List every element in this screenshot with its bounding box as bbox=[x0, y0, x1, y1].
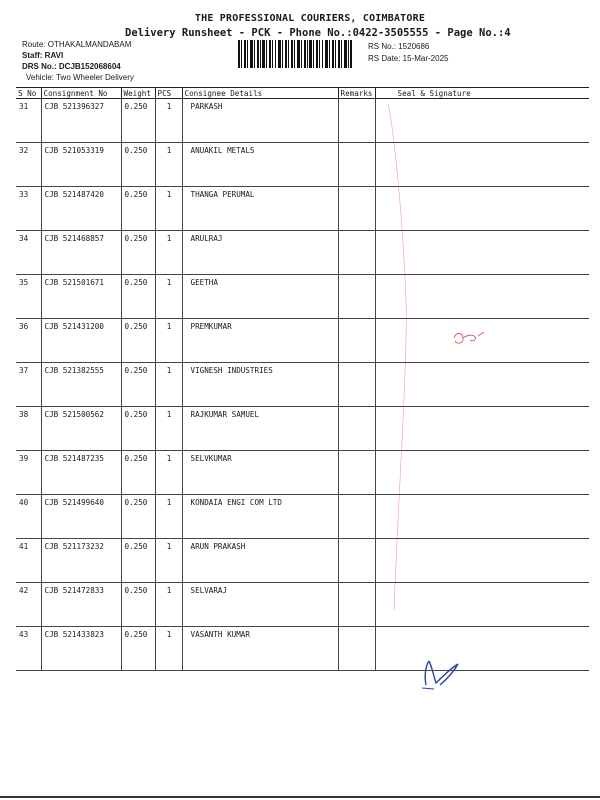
row-remarks[interactable] bbox=[338, 363, 375, 407]
row-weight: 0.250 bbox=[121, 231, 155, 275]
row-consignee: VASANTH KUMAR bbox=[182, 627, 338, 671]
row-remarks[interactable] bbox=[338, 407, 375, 451]
table-row bbox=[16, 495, 589, 539]
row-remarks[interactable] bbox=[338, 451, 375, 495]
row-pcs: 1 bbox=[155, 187, 182, 231]
runsheet-subtitle: Delivery Runsheet - PCK - Phone No.:0422-3505555 - Page No.:4 bbox=[125, 27, 511, 39]
row-remarks[interactable] bbox=[338, 495, 375, 539]
column-header-consignment: Consignment No bbox=[41, 88, 121, 99]
table-row bbox=[16, 407, 589, 451]
table-row bbox=[16, 187, 589, 231]
row-consignee: PARKASH bbox=[182, 99, 338, 143]
row-signature[interactable] bbox=[375, 583, 589, 627]
row-weight: 0.250 bbox=[121, 143, 155, 187]
row-signature[interactable] bbox=[375, 319, 589, 363]
row-weight: 0.250 bbox=[121, 363, 155, 407]
row-pcs: 1 bbox=[155, 275, 182, 319]
barcode-icon bbox=[238, 40, 352, 68]
staff-label: Staff: RAVI bbox=[22, 51, 64, 60]
row-consignment-no: CJB 521468857 bbox=[41, 231, 121, 275]
page-bottom-edge bbox=[0, 796, 600, 798]
row-signature[interactable] bbox=[375, 627, 589, 671]
row-consignment-no: CJB 521472833 bbox=[41, 583, 121, 627]
row-sno: 32 bbox=[16, 143, 41, 187]
row-consignment-no: CJB 521501671 bbox=[41, 275, 121, 319]
row-weight: 0.250 bbox=[121, 99, 155, 143]
row-consignee: SELVKUMAR bbox=[182, 451, 338, 495]
drs-number: DRS No.: DCJB152068604 bbox=[22, 62, 121, 71]
column-header-consignee: Consignee Details bbox=[182, 88, 338, 99]
row-sno: 43 bbox=[16, 627, 41, 671]
row-remarks[interactable] bbox=[338, 583, 375, 627]
row-signature[interactable] bbox=[375, 539, 589, 583]
table-row bbox=[16, 583, 589, 627]
column-header-signature: Seal & Signature bbox=[375, 88, 589, 99]
row-pcs: 1 bbox=[155, 143, 182, 187]
table-row bbox=[16, 319, 589, 363]
route-label: Route: OTHAKALMANDABAM bbox=[22, 40, 132, 49]
row-consignment-no: CJB 521433823 bbox=[41, 627, 121, 671]
row-sno: 34 bbox=[16, 231, 41, 275]
row-consignment-no: CJB 521499640 bbox=[41, 495, 121, 539]
row-consignment-no: CJB 521487235 bbox=[41, 451, 121, 495]
row-sno: 35 bbox=[16, 275, 41, 319]
row-consignment-no: CJB 521382555 bbox=[41, 363, 121, 407]
row-consignee: PREMKUMAR bbox=[182, 319, 338, 363]
table-row bbox=[16, 231, 589, 275]
column-header-remarks: Remarks bbox=[338, 88, 375, 99]
row-signature[interactable] bbox=[375, 275, 589, 319]
row-remarks[interactable] bbox=[338, 187, 375, 231]
row-pcs: 1 bbox=[155, 539, 182, 583]
row-consignee: SELVARAJ bbox=[182, 583, 338, 627]
row-weight: 0.250 bbox=[121, 451, 155, 495]
row-consignee: RAJKUMAR SAMUEL bbox=[182, 407, 338, 451]
row-consignment-no: CJB 521500562 bbox=[41, 407, 121, 451]
row-consignment-no: CJB 521173232 bbox=[41, 539, 121, 583]
row-sno: 38 bbox=[16, 407, 41, 451]
row-sno: 40 bbox=[16, 495, 41, 539]
row-pcs: 1 bbox=[155, 583, 182, 627]
table-row bbox=[16, 627, 589, 671]
handwritten-signature bbox=[420, 655, 480, 695]
row-weight: 0.250 bbox=[121, 275, 155, 319]
row-consignment-no: CJB 521053319 bbox=[41, 143, 121, 187]
row-sno: 36 bbox=[16, 319, 41, 363]
row-signature[interactable] bbox=[375, 143, 589, 187]
row-consignee: ARULRAJ bbox=[182, 231, 338, 275]
row-remarks[interactable] bbox=[338, 319, 375, 363]
row-pcs: 1 bbox=[155, 319, 182, 363]
row-consignee: GEETHA bbox=[182, 275, 338, 319]
row-signature[interactable] bbox=[375, 363, 589, 407]
rs-date: RS Date: 15-Mar-2025 bbox=[368, 54, 449, 63]
row-weight: 0.250 bbox=[121, 583, 155, 627]
row-weight: 0.250 bbox=[121, 187, 155, 231]
row-weight: 0.250 bbox=[121, 539, 155, 583]
row-consignee: ARUN PRAKASH bbox=[182, 539, 338, 583]
row-remarks[interactable] bbox=[338, 143, 375, 187]
row-pcs: 1 bbox=[155, 407, 182, 451]
row-pcs: 1 bbox=[155, 627, 182, 671]
row-remarks[interactable] bbox=[338, 275, 375, 319]
row-pcs: 1 bbox=[155, 99, 182, 143]
row-weight: 0.250 bbox=[121, 627, 155, 671]
vehicle-label: Vehicle: Two Wheeler Delivery bbox=[26, 73, 134, 82]
table-row bbox=[16, 99, 589, 143]
row-signature[interactable] bbox=[375, 231, 589, 275]
table-row bbox=[16, 143, 589, 187]
row-signature[interactable] bbox=[375, 99, 589, 143]
column-header-sno: S No bbox=[16, 88, 41, 99]
row-signature[interactable] bbox=[375, 451, 589, 495]
row-signature[interactable] bbox=[375, 407, 589, 451]
row-sno: 39 bbox=[16, 451, 41, 495]
row-pcs: 1 bbox=[155, 231, 182, 275]
row-pcs: 1 bbox=[155, 363, 182, 407]
row-sno: 42 bbox=[16, 583, 41, 627]
row-weight: 0.250 bbox=[121, 495, 155, 539]
column-header-pcs: PCS bbox=[155, 88, 182, 99]
table-row bbox=[16, 539, 589, 583]
row-weight: 0.250 bbox=[121, 319, 155, 363]
row-consignee: VIGNESH INDUSTRIES bbox=[182, 363, 338, 407]
table-row bbox=[16, 363, 589, 407]
row-consignee: ANUAKIL METALS bbox=[182, 143, 338, 187]
row-consignee: THANGA PERUMAL bbox=[182, 187, 338, 231]
row-consignment-no: CJB 521431200 bbox=[41, 319, 121, 363]
row-consignment-no: CJB 521396327 bbox=[41, 99, 121, 143]
company-title: THE PROFESSIONAL COURIERS, COIMBATORE bbox=[194, 13, 426, 24]
row-sno: 41 bbox=[16, 539, 41, 583]
row-sno: 31 bbox=[16, 99, 41, 143]
row-remarks[interactable] bbox=[338, 231, 375, 275]
row-pcs: 1 bbox=[155, 451, 182, 495]
table-row bbox=[16, 451, 589, 495]
row-weight: 0.250 bbox=[121, 407, 155, 451]
row-consignee: KONDAIA ENGI COM LTD bbox=[182, 495, 338, 539]
table-header-row bbox=[16, 88, 589, 99]
runsheet-table bbox=[16, 87, 589, 671]
row-signature[interactable] bbox=[375, 187, 589, 231]
column-header-weight: Weight bbox=[121, 88, 155, 99]
row-pcs: 1 bbox=[155, 495, 182, 539]
row-sno: 37 bbox=[16, 363, 41, 407]
row-sno: 33 bbox=[16, 187, 41, 231]
row-remarks[interactable] bbox=[338, 99, 375, 143]
row-consignment-no: CJB 521487420 bbox=[41, 187, 121, 231]
row-signature[interactable] bbox=[375, 495, 589, 539]
row-remarks[interactable] bbox=[338, 627, 375, 671]
table-row bbox=[16, 275, 589, 319]
row-remarks[interactable] bbox=[338, 539, 375, 583]
rs-number: RS No.: 1520686 bbox=[368, 42, 430, 51]
